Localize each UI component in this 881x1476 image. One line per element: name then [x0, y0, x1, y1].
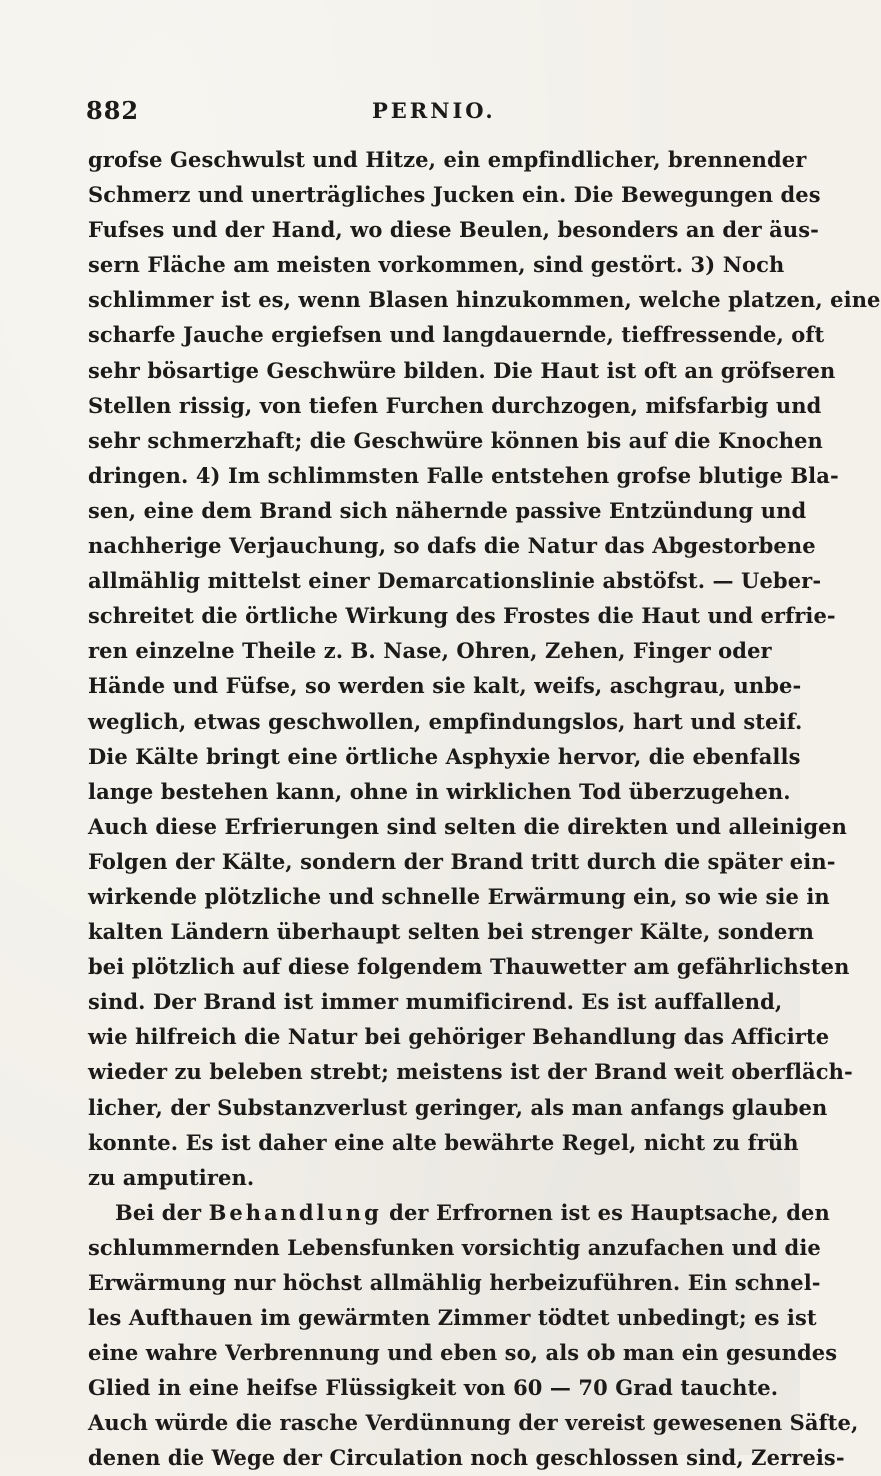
text-line: eine wahre Verbrennung und eben so, als ob man ein gesundes	[88, 1340, 838, 1366]
text-line: kalten Ländern überhaupt selten bei strenger Kälte, sondern	[88, 919, 814, 945]
text-line: nachherige Verjauchung, so dafs die Natur das Abgestorbene	[88, 533, 816, 559]
text-line: sen, eine dem Brand sich nähernde passive Entzündung und	[88, 497, 807, 523]
text-line: schlummernden Lebensfunken vorsichtig anzufachen und die	[88, 1234, 821, 1260]
text-line: Folgen der Kälte, sondern der Brand tritt durch die später ein-	[88, 848, 836, 874]
running-title: PERNIO.	[372, 98, 496, 123]
text-line: Auch würde die rasche Verdünnung der vereist gewesenen Säfte,	[88, 1410, 859, 1436]
text-line: weglich, etwas geschwollen, empfindungslos, hart und steif.	[88, 708, 803, 734]
text-line: denen die Wege der Circulation noch geschlossen sind, Zerreis-	[88, 1445, 845, 1471]
paragraph-lead-rest: der Erfrornen ist es Hauptsache, den	[381, 1199, 830, 1225]
text-line: wie hilfreich die Natur bei gehöriger Behandlung das Afficirte	[88, 1024, 830, 1050]
text-line: grofse Geschwulst und Hitze, ein empfindlicher, brennender	[88, 147, 807, 172]
text-line: scharfe Jauche ergiefsen und langdauernde, tieffressende, oft	[88, 322, 825, 348]
text-line: lange bestehen kann, ohne in wirklichen Tod überzugehen.	[88, 778, 791, 804]
text-line: sind. Der Brand ist immer mumificirend. Es ist auffallend,	[88, 989, 783, 1015]
text-line: les Aufthauen im gewärmten Zimmer tödtet unbedingt; es ist	[88, 1305, 817, 1331]
text-line: schlimmer ist es, wenn Blasen hinzukommen, welche platzen, eine	[88, 287, 881, 313]
text-line: wieder zu beleben strebt; meistens ist der Brand weit oberfläch-	[88, 1059, 853, 1085]
text-line: schreitet die örtliche Wirkung des Frostes die Haut und erfrie-	[88, 603, 836, 629]
text-line: sehr bösartige Geschwüre bilden. Die Haut ist oft an gröfseren	[88, 357, 836, 383]
text-line: bei plötzlich auf diese folgendem Thauwetter am gefährlichsten	[88, 954, 850, 980]
text-line: Schmerz und unerträgliches Jucken ein. Die Bewegungen des	[88, 182, 821, 208]
paragraph-lead: Bei der	[115, 1199, 209, 1225]
text-line: Glied in eine heifse Flüssigkeit von 60 — 70 Grad tauchte.	[88, 1375, 779, 1401]
text-line: allmählig mittelst einer Demarcationslinie abstöfst. — Ueber-	[88, 568, 822, 594]
body-text	[88, 142, 881, 1476]
text-line: konnte. Es ist daher eine alte bewährte Regel, nicht zu früh	[88, 1129, 799, 1155]
text-line: Stellen rissig, von tiefen Furchen durchzogen, mifsfarbig und	[88, 392, 822, 418]
text-line: Erwärmung nur höchst allmählig herbeizuführen. Ein schnel-	[88, 1270, 821, 1295]
text-line: dringen. 4) Im schlimmsten Falle entstehen grofse blutige Bla-	[88, 462, 839, 488]
text-line: Hände und Füfse, so werden sie kalt, weifs, aschgrau, unbe-	[88, 673, 802, 699]
page-number: 882	[86, 96, 140, 125]
paragraph-start-line	[88, 1195, 830, 1230]
text-line: ren einzelne Theile z. B. Nase, Ohren, Zehen, Finger oder	[88, 638, 772, 664]
text-line: wirkende plötzliche und schnelle Erwärmung ein, so wie sie in	[88, 883, 830, 909]
text-line: sern Fläche am meisten vorkommen, sind gestört. 3) Noch	[88, 252, 785, 278]
paragraph-end-line: zu amputiren.	[88, 1164, 255, 1190]
emphasized-term: Behandlung	[208, 1199, 382, 1225]
running-head	[86, 96, 720, 126]
text-line: Fufses und der Hand, wo diese Beulen, besonders an der äus-	[88, 217, 819, 243]
text-line: licher, der Substanzverlust geringer, als man anfangs glauben	[88, 1094, 828, 1120]
text-line: Auch diese Erfrierungen sind selten die direkten und alleinigen	[88, 813, 847, 839]
text-line: Die Kälte bringt eine örtliche Asphyxie hervor, die ebenfalls	[88, 743, 801, 769]
text-line: sehr schmerzhaft; die Geschwüre können bis auf die Knochen	[88, 427, 823, 453]
